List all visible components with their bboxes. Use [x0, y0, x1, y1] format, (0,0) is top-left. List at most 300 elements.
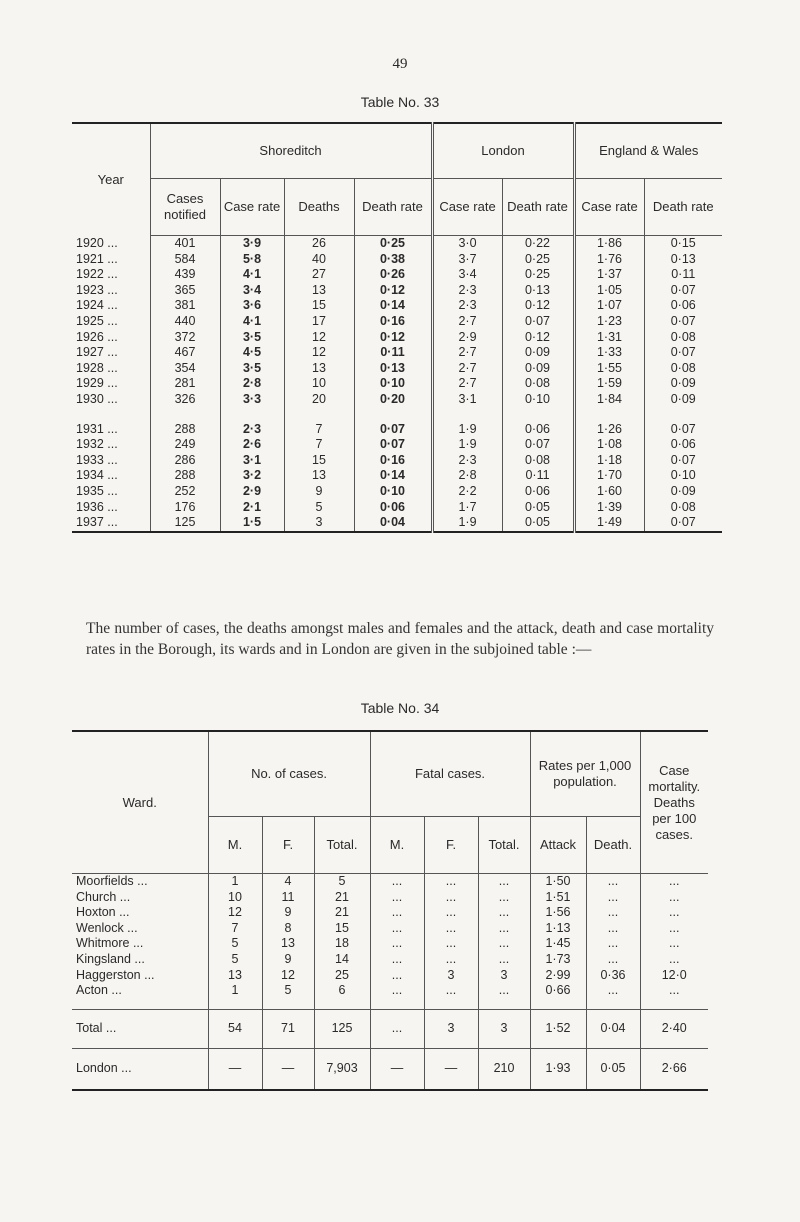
table-cell: 1·31	[574, 330, 644, 346]
table-cell: 14	[314, 952, 370, 968]
table-cell: 401	[150, 236, 220, 252]
table-cell: 1·93	[530, 1048, 586, 1090]
header-cases-m: M.	[208, 817, 262, 874]
table-cell: ...	[424, 890, 478, 906]
table-cell: 1·33	[574, 345, 644, 361]
table-cell: 0·10	[354, 484, 432, 500]
header-deaths: Deaths	[284, 179, 354, 236]
table-cell: 0·10	[644, 468, 722, 484]
table-cell: 1·9	[432, 515, 502, 532]
table-cell: 12	[208, 905, 262, 921]
table-cell: 17	[284, 314, 354, 330]
table-cell: ...	[478, 905, 530, 921]
table-cell: —	[262, 1048, 314, 1090]
table-cell: 1·23	[574, 314, 644, 330]
table-cell: 10	[284, 376, 354, 392]
table-cell: 5	[208, 936, 262, 952]
table-cell: 3·9	[220, 236, 284, 252]
table-row	[72, 392, 722, 408]
table-cell: 13	[284, 468, 354, 484]
table-cell: 3	[424, 968, 478, 984]
header-death: Death.	[586, 817, 640, 874]
table-cell: 9	[284, 484, 354, 500]
table-cell: ...	[640, 874, 708, 890]
table-cell: 0·06	[644, 437, 722, 453]
table-cell: 210	[478, 1048, 530, 1090]
table-cell: 1·45	[530, 936, 586, 952]
table-cell: 3	[424, 1009, 478, 1048]
table-row	[72, 484, 722, 500]
table-cell: 1·76	[574, 252, 644, 268]
table-cell: 2·8	[220, 376, 284, 392]
table-cell: 0·07	[644, 422, 722, 438]
table-cell: 40	[284, 252, 354, 268]
table-cell: 1·73	[530, 952, 586, 968]
table-row	[72, 236, 722, 252]
table-cell: 0·07	[644, 283, 722, 299]
table-cell: 3·7	[432, 252, 502, 268]
table-cell: 5·8	[220, 252, 284, 268]
ward-cell: Wenlock ...	[76, 920, 138, 935]
table-cell: 0·12	[354, 283, 432, 299]
table-cell: 2·7	[432, 361, 502, 377]
table-cell: 0·08	[502, 376, 574, 392]
table-33	[72, 122, 722, 533]
table-cell: 1·5	[220, 515, 284, 532]
header-ew-death-rate: Death rate	[644, 179, 722, 236]
table-cell: 3	[478, 1009, 530, 1048]
year-cell: 1928 ...	[76, 360, 118, 375]
header-year: Year	[97, 171, 124, 187]
table-cell: 2·1	[220, 500, 284, 516]
table-cell: 1·13	[530, 921, 586, 937]
table-cell: 13	[208, 968, 262, 984]
year-cell: 1934 ...	[76, 468, 118, 483]
ward-cell: Whitmore ...	[76, 936, 144, 951]
table-cell: 3·5	[220, 361, 284, 377]
year-cell: 1937 ...	[76, 515, 118, 530]
table-cell: 0·11	[354, 345, 432, 361]
table-cell: 0·09	[502, 361, 574, 377]
table-cell: 0·07	[644, 314, 722, 330]
ward-cell: Moorfields ...	[72, 874, 208, 890]
year-cell: 1922 ...	[76, 267, 118, 282]
ward-cell: Church ...	[76, 889, 131, 904]
table-cell: 1·86	[574, 236, 644, 252]
table-cell: 4·5	[220, 345, 284, 361]
table-cell: 7,903	[314, 1048, 370, 1090]
table-cell: 11	[262, 890, 314, 906]
table-cell: 0·25	[354, 236, 432, 252]
year-cell: 1932 ...	[76, 437, 118, 452]
table-cell: ...	[478, 983, 530, 999]
table-cell: ...	[586, 952, 640, 968]
table-cell: 13	[284, 361, 354, 377]
table-33-title: Table No. 33	[360, 94, 440, 110]
table-cell: 10	[208, 890, 262, 906]
table-cell: 1·9	[432, 422, 502, 438]
page-number: 49	[392, 56, 408, 72]
table-cell: 440	[150, 314, 220, 330]
table-cell: ...	[586, 983, 640, 999]
table-cell: 0·14	[354, 298, 432, 314]
table-cell: 8	[262, 921, 314, 937]
table-cell: ...	[478, 936, 530, 952]
table-cell: ...	[424, 921, 478, 937]
table-row	[72, 330, 722, 346]
table-34-title: Table No. 34	[360, 700, 440, 716]
table-cell: 1·08	[574, 437, 644, 453]
table-cell: 0·06	[354, 500, 432, 516]
header-shoreditch: Shoreditch	[150, 123, 432, 179]
table-cell: 0·36	[586, 968, 640, 984]
table-cell: 15	[284, 453, 354, 469]
table-cell: 0·26	[354, 267, 432, 283]
table-cell: 1·37	[574, 267, 644, 283]
table-cell: 2·40	[640, 1009, 708, 1048]
header-rates: Rates per 1,000 population.	[530, 731, 640, 817]
table-cell: 2·3	[432, 298, 502, 314]
table-cell: 0·38	[354, 252, 432, 268]
table-cell: ...	[640, 890, 708, 906]
table-cell: 354	[150, 361, 220, 377]
table-cell: 439	[150, 267, 220, 283]
ward-cell: London ...	[76, 1060, 132, 1075]
table-cell: 13	[262, 936, 314, 952]
table-cell: 2·7	[432, 314, 502, 330]
table-cell: 1·50	[530, 874, 586, 890]
table-row	[72, 468, 722, 484]
table-cell: 5	[262, 983, 314, 999]
table-row	[72, 298, 722, 314]
table-cell: 2·9	[432, 330, 502, 346]
table-cell: 2·66	[640, 1048, 708, 1090]
table-cell: 4·1	[220, 314, 284, 330]
table-cell: 2·3	[432, 453, 502, 469]
table-cell: 0·06	[502, 422, 574, 438]
table-cell: ...	[640, 936, 708, 952]
table-cell: 2·3	[432, 283, 502, 299]
header-fatal-cases: Fatal cases.	[370, 731, 530, 817]
table-cell: 3	[478, 968, 530, 984]
table-cell: 1·70	[574, 468, 644, 484]
header-london-death-rate: Death rate	[502, 179, 574, 236]
table-cell: 2·3	[220, 422, 284, 438]
table-cell: 2·99	[530, 968, 586, 984]
table-cell: 0·13	[354, 361, 432, 377]
table-cell: 1	[208, 983, 262, 999]
year-cell: 1931 ...	[76, 421, 118, 436]
table-cell: 3·6	[220, 298, 284, 314]
year-cell: 1936 ...	[76, 499, 118, 514]
header-ew-case-rate: Case rate	[574, 179, 644, 236]
table-cell: 0·04	[354, 515, 432, 532]
header-death-rate: Death rate	[354, 179, 432, 236]
table-cell: 0·16	[354, 453, 432, 469]
table-cell: 0·22	[502, 236, 574, 252]
table-cell: ...	[370, 874, 424, 890]
table-cell: 0·07	[354, 422, 432, 438]
table-cell: 467	[150, 345, 220, 361]
table-cell: 381	[150, 298, 220, 314]
table-cell: ...	[370, 905, 424, 921]
table-cell: 3·5	[220, 330, 284, 346]
table-cell: 0·07	[644, 515, 722, 532]
table-cell: 0·09	[644, 376, 722, 392]
table-cell: ...	[586, 936, 640, 952]
table-cell: 5	[314, 874, 370, 890]
table-cell: ...	[370, 890, 424, 906]
table-row	[72, 890, 708, 906]
table-cell: 15	[284, 298, 354, 314]
table-cell: 326	[150, 392, 220, 408]
year-cell: 1927 ...	[76, 345, 118, 360]
table-cell: 0·07	[354, 437, 432, 453]
table-cell: 288	[150, 422, 220, 438]
table-cell: 3·4	[432, 267, 502, 283]
table-cell: 2·6	[220, 437, 284, 453]
table-cell: 18	[314, 936, 370, 952]
table-row	[72, 874, 708, 890]
table-cell: 0·08	[644, 330, 722, 346]
table-cell: 5	[208, 952, 262, 968]
table-cell: 25	[314, 968, 370, 984]
table-cell: 0·09	[644, 392, 722, 408]
table-cell: 21	[314, 905, 370, 921]
table-row	[72, 983, 708, 999]
table-cell: 1·52	[530, 1009, 586, 1048]
header-cases-notified: Cases notified	[150, 179, 220, 236]
table-cell: 0·13	[502, 283, 574, 299]
table-cell: 7	[208, 921, 262, 937]
table-cell: ...	[370, 952, 424, 968]
table-cell: ...	[478, 952, 530, 968]
table-cell: 3·3	[220, 392, 284, 408]
table-row	[72, 453, 722, 469]
table-cell: ...	[640, 905, 708, 921]
table-cell: 3·1	[432, 392, 502, 408]
header-fatal-total: Total.	[478, 817, 530, 874]
table-row	[72, 376, 722, 392]
table-cell: 3·4	[220, 283, 284, 299]
table-cell: ...	[640, 983, 708, 999]
table-cell: 5	[284, 500, 354, 516]
table-cell: 0·66	[530, 983, 586, 999]
table-cell: 125	[150, 515, 220, 532]
table-cell: 0·05	[502, 515, 574, 532]
table-cell: 0·11	[502, 468, 574, 484]
table-cell: 1	[208, 874, 262, 890]
table-cell: 4·1	[220, 267, 284, 283]
table-row	[72, 952, 708, 968]
table-cell: 0·05	[502, 500, 574, 516]
table-cell: ...	[478, 874, 530, 890]
table-cell: 9	[262, 905, 314, 921]
table-cell: 1·18	[574, 453, 644, 469]
year-cell: 1921 ...	[76, 251, 118, 266]
table-cell: 0·06	[644, 298, 722, 314]
table-cell: 0·09	[644, 484, 722, 500]
year-cell: 1923 ...	[76, 282, 118, 297]
table-cell: 0·13	[644, 252, 722, 268]
header-case-mortality: Case mortality. Deaths per 100 cases.	[640, 731, 708, 874]
table-row	[72, 437, 722, 453]
total-row	[72, 1009, 708, 1048]
table-cell: 0·11	[644, 267, 722, 283]
table-cell: 1·56	[530, 905, 586, 921]
table-cell: 2·7	[432, 376, 502, 392]
table-cell: 6	[314, 983, 370, 999]
table-cell: 0·16	[354, 314, 432, 330]
table-cell: 20	[284, 392, 354, 408]
table-cell: 3	[284, 515, 354, 532]
table-cell: ...	[478, 890, 530, 906]
body-paragraph: The number of cases, the deaths amongst males and females and the attack, death and case mortality rates in the Borough, its wards and in London are given in the subjoined table :—	[86, 620, 714, 658]
table-33-body	[72, 236, 722, 532]
table-cell: 12	[284, 345, 354, 361]
table-cell: 0·07	[502, 437, 574, 453]
table-cell: ...	[370, 921, 424, 937]
table-cell: 0·04	[586, 1009, 640, 1048]
year-cell: 1920 ...	[76, 235, 118, 250]
header-london: London	[432, 123, 574, 179]
table-cell: 0·10	[502, 392, 574, 408]
table-cell: 2·9	[220, 484, 284, 500]
table-cell: 12	[262, 968, 314, 984]
table-row	[72, 361, 722, 377]
table-cell: ...	[370, 968, 424, 984]
year-cell: 1935 ...	[76, 483, 118, 498]
ward-cell: Acton ...	[76, 983, 122, 998]
table-cell: 3·2	[220, 468, 284, 484]
header-london-case-rate: Case rate	[432, 179, 502, 236]
table-cell: 1·26	[574, 422, 644, 438]
table-cell: 7	[284, 422, 354, 438]
table-cell: 176	[150, 500, 220, 516]
table-row	[72, 422, 722, 438]
table-cell: 0·08	[502, 453, 574, 469]
table-cell: 0·05	[586, 1048, 640, 1090]
table-cell: ...	[370, 983, 424, 999]
header-cases-total: Total.	[314, 817, 370, 874]
table-cell: —	[370, 1048, 424, 1090]
header-ward: Ward.	[122, 794, 157, 810]
table-34	[72, 730, 708, 1091]
table-cell: 0·10	[354, 376, 432, 392]
table-cell: 12	[284, 330, 354, 346]
table-row	[72, 936, 708, 952]
row-gap	[72, 408, 722, 422]
table-row	[72, 314, 722, 330]
table-cell: 2·8	[432, 468, 502, 484]
table-cell: 0·08	[644, 500, 722, 516]
header-no-of-cases: No. of cases.	[208, 731, 370, 817]
table-cell: 1·51	[530, 890, 586, 906]
table-row	[72, 921, 708, 937]
table-cell: 0·06	[502, 484, 574, 500]
year-cell: 1925 ...	[76, 313, 118, 328]
year-cell: 1926 ...	[76, 329, 118, 344]
table-cell: 0·25	[502, 267, 574, 283]
table-cell: ...	[424, 874, 478, 890]
table-cell: 0·20	[354, 392, 432, 408]
table-cell: 372	[150, 330, 220, 346]
table-cell: ...	[640, 921, 708, 937]
table-cell: ...	[640, 952, 708, 968]
table-cell: 2·7	[432, 345, 502, 361]
table-34-body	[72, 874, 708, 1090]
table-cell: 281	[150, 376, 220, 392]
table-cell: 0·07	[644, 453, 722, 469]
table-cell: —	[424, 1048, 478, 1090]
table-cell: 4	[262, 874, 314, 890]
ward-cell: Kingsland ...	[76, 951, 145, 966]
table-cell: 584	[150, 252, 220, 268]
table-cell: ...	[424, 905, 478, 921]
year-cell: 1924 ...	[76, 298, 118, 313]
table-cell: ...	[370, 936, 424, 952]
header-case-rate: Case rate	[220, 179, 284, 236]
table-cell: 0·08	[644, 361, 722, 377]
table-cell: 1·9	[432, 437, 502, 453]
table-cell: 1·7	[432, 500, 502, 516]
table-cell: 1·60	[574, 484, 644, 500]
table-cell: 26	[284, 236, 354, 252]
table-cell: 21	[314, 890, 370, 906]
table-cell: ...	[586, 921, 640, 937]
table-cell: 252	[150, 484, 220, 500]
table-cell: 12·0	[640, 968, 708, 984]
table-cell: ...	[424, 936, 478, 952]
table-cell: ...	[586, 890, 640, 906]
table-cell: —	[208, 1048, 262, 1090]
table-cell: 54	[208, 1009, 262, 1048]
table-cell: 0·12	[502, 330, 574, 346]
ward-cell: Total ...	[72, 1009, 208, 1048]
table-cell: 71	[262, 1009, 314, 1048]
year-cell: 1930 ...	[76, 391, 118, 406]
table-cell: 1·84	[574, 392, 644, 408]
table-cell: 15	[314, 921, 370, 937]
table-cell: 0·12	[354, 330, 432, 346]
table-cell: 125	[314, 1009, 370, 1048]
table-cell: 3·1	[220, 453, 284, 469]
table-row	[72, 968, 708, 984]
ward-cell: Haggerston ...	[76, 967, 155, 982]
table-cell: 9	[262, 952, 314, 968]
header-cases-f: F.	[262, 817, 314, 874]
header-attack: Attack	[530, 817, 586, 874]
year-cell: 1933 ...	[76, 452, 118, 467]
table-cell: 249	[150, 437, 220, 453]
table-cell: 0·15	[644, 236, 722, 252]
header-fatal-m: M.	[370, 817, 424, 874]
table-cell: ...	[586, 874, 640, 890]
year-cell: 1929 ...	[76, 376, 118, 391]
table-cell: 0·07	[644, 345, 722, 361]
table-cell: 0·12	[502, 298, 574, 314]
table-cell: ...	[424, 952, 478, 968]
table-row	[72, 345, 722, 361]
table-cell: 0·09	[502, 345, 574, 361]
table-row	[72, 267, 722, 283]
table-cell: 288	[150, 468, 220, 484]
table-cell: 2·2	[432, 484, 502, 500]
table-cell: 7	[284, 437, 354, 453]
london-row	[72, 1048, 708, 1090]
table-row	[72, 500, 722, 516]
ward-cell: Hoxton ...	[76, 905, 130, 920]
